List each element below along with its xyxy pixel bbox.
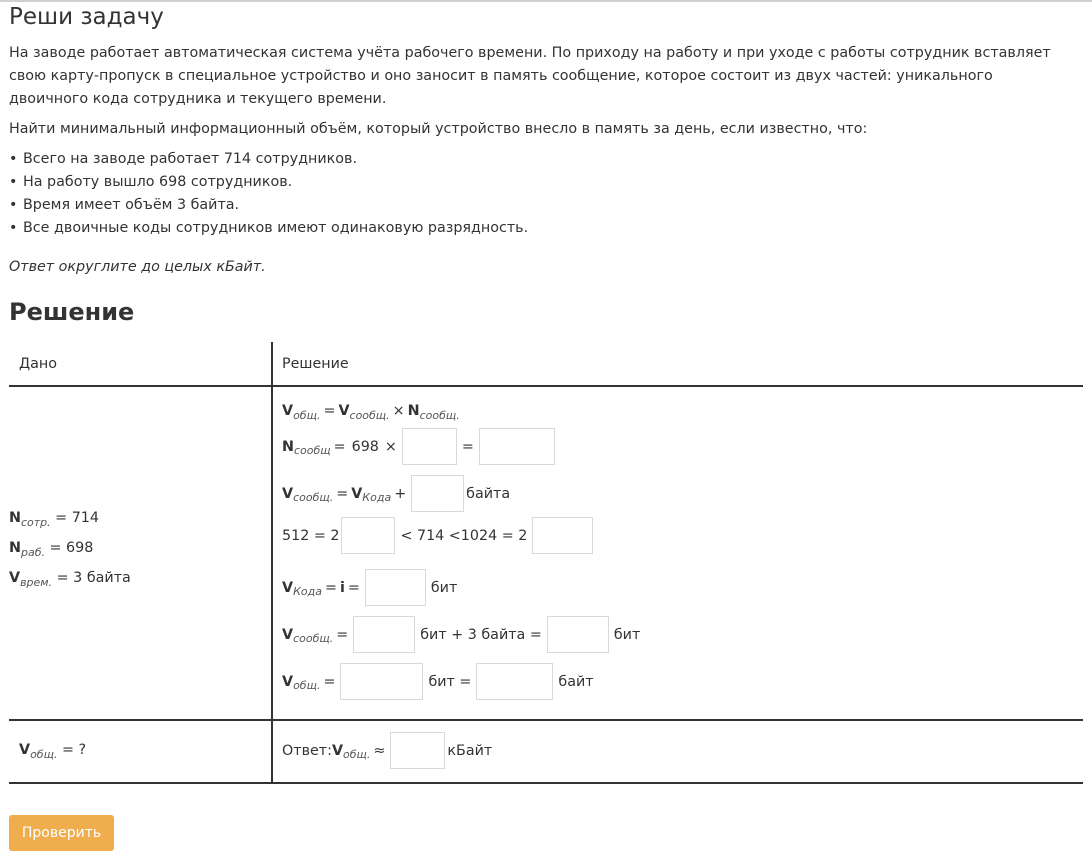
value-698: 698 [351, 438, 379, 455]
var-n: N [282, 438, 294, 455]
subscript: Кода [362, 491, 392, 504]
power-mid-text: < 714 <1024 = 2 [400, 527, 528, 544]
table-bottom-border [9, 782, 1083, 784]
var-n: N [407, 403, 420, 419]
equals-sign: = [333, 438, 346, 455]
top-border [0, 0, 1092, 2]
approx-sign: ≈ [373, 742, 386, 759]
given-value: = 698 [44, 540, 94, 556]
equals-sign: = [461, 438, 474, 455]
find-letter: V [19, 742, 31, 758]
var-v: V [331, 742, 344, 759]
var-v: V [282, 673, 294, 690]
given-letter: N [9, 540, 21, 556]
formula-n-msg [282, 428, 557, 465]
plus-sign: + [394, 485, 407, 502]
subscript: сообщ. [293, 491, 334, 504]
subscript: сообщ. [293, 632, 334, 645]
formula-v-total-units [282, 663, 597, 700]
task-title: Реши задачу [9, 4, 164, 30]
row-divider [9, 719, 1083, 721]
bits-equals-text: бит = [428, 673, 472, 690]
find-v-total [19, 742, 87, 761]
unit-kbyte: кБайт [447, 742, 493, 759]
subscript: сообщ. [419, 408, 460, 422]
condition-item: • Время имеет объём 3 байта. [23, 194, 528, 217]
var-v: V [282, 579, 294, 596]
var-v: V [351, 485, 363, 502]
times-sign: × [392, 403, 405, 419]
unit-byte: байт [558, 673, 594, 690]
given-subscript: врем. [20, 576, 53, 589]
given-value: = 3 байта [52, 570, 131, 586]
solution-header: Решение [282, 356, 349, 372]
subscript: общ. [293, 679, 321, 692]
subscript: Кода [293, 585, 322, 598]
equals-sign: = [347, 579, 360, 596]
equals-sign: = [336, 626, 349, 643]
given-header: Дано [19, 356, 58, 372]
subscript: сообщ. [349, 408, 390, 422]
given-letter: N [9, 510, 21, 526]
unit-bit: бит [613, 626, 641, 643]
var-v: V [282, 403, 294, 419]
v-total-bits-input[interactable] [340, 663, 423, 700]
times-sign: × [384, 438, 397, 455]
equals-sign: = [323, 403, 336, 419]
var-v: V [338, 403, 350, 419]
unit-bytes: байта [466, 485, 511, 502]
condition-item: • На работу вышло 698 сотрудников. [23, 171, 528, 194]
subscript: общ. [293, 408, 321, 422]
formula-v-msg [282, 475, 510, 512]
n-msg-factor-input[interactable] [402, 428, 457, 465]
formula-v-total [282, 400, 460, 422]
condition-item: • Всего на заводе работает 714 сотрудников. [23, 148, 528, 171]
task-question: Найти минимальный информационный объём, который устройство внесло в память за день, если известно, что: [9, 121, 868, 137]
power-left-text: 512 = 2 [282, 527, 340, 544]
equals-sign: = [336, 485, 349, 502]
find-subscript: общ. [30, 748, 58, 761]
rounding-hint: Ответ округлите до целых кБайт. [9, 259, 266, 275]
v-msg-bits-input[interactable] [353, 616, 415, 653]
answer-input[interactable] [390, 732, 445, 769]
solution-title: Решение [9, 298, 135, 326]
var-v: V [282, 626, 294, 643]
conditions-list [9, 148, 528, 240]
find-value: = ? [57, 742, 87, 758]
given-n-workers [9, 540, 94, 559]
v-total-bytes-input[interactable] [476, 663, 553, 700]
formula-powers [282, 517, 595, 554]
subscript: общ. [343, 748, 371, 761]
unit-bit: бит [430, 579, 458, 596]
given-subscript: сотр. [20, 516, 51, 529]
subscript: сообщ [293, 444, 331, 457]
answer-prefix: Ответ: [282, 742, 332, 759]
solution-table [9, 342, 1083, 784]
given-v-time [9, 570, 131, 589]
equals-sign: = [323, 673, 336, 690]
check-button[interactable]: Проверить [9, 815, 114, 851]
header-divider [9, 385, 1083, 387]
bits-plus-3-bytes-text: бит + 3 байта = [420, 626, 542, 643]
given-letter: V [9, 570, 21, 586]
given-subscript: раб. [20, 546, 45, 559]
var-v: V [282, 485, 294, 502]
task-description: На заводе работает автоматическая система учёта рабочего времени. По приходу на работу и при уходе с работы сотрудник вставляет свою карту-пропуск в специальное устройство и оно заносит в память сообщение, которое состоит из двух частей: уникального двоичного кода сотрудника и текущего времени. [9, 45, 1051, 107]
power-low-input[interactable] [341, 517, 395, 554]
var-i: i [339, 579, 345, 596]
answer-line [282, 732, 492, 769]
v-msg-total-bits-input[interactable] [547, 616, 609, 653]
given-value: = 714 [50, 510, 99, 526]
equals-sign: = [324, 579, 337, 596]
given-n-employees [9, 510, 99, 529]
condition-item: • Все двоичные коды сотрудников имеют одинаковую разрядность. [23, 217, 528, 240]
formula-v-msg-bits [282, 616, 643, 653]
power-high-input[interactable] [532, 517, 593, 554]
column-divider [271, 342, 273, 783]
v-msg-bytes-input[interactable] [411, 475, 464, 512]
formula-v-code [282, 569, 460, 606]
i-bits-input[interactable] [365, 569, 426, 606]
n-msg-result-input[interactable] [479, 428, 555, 465]
